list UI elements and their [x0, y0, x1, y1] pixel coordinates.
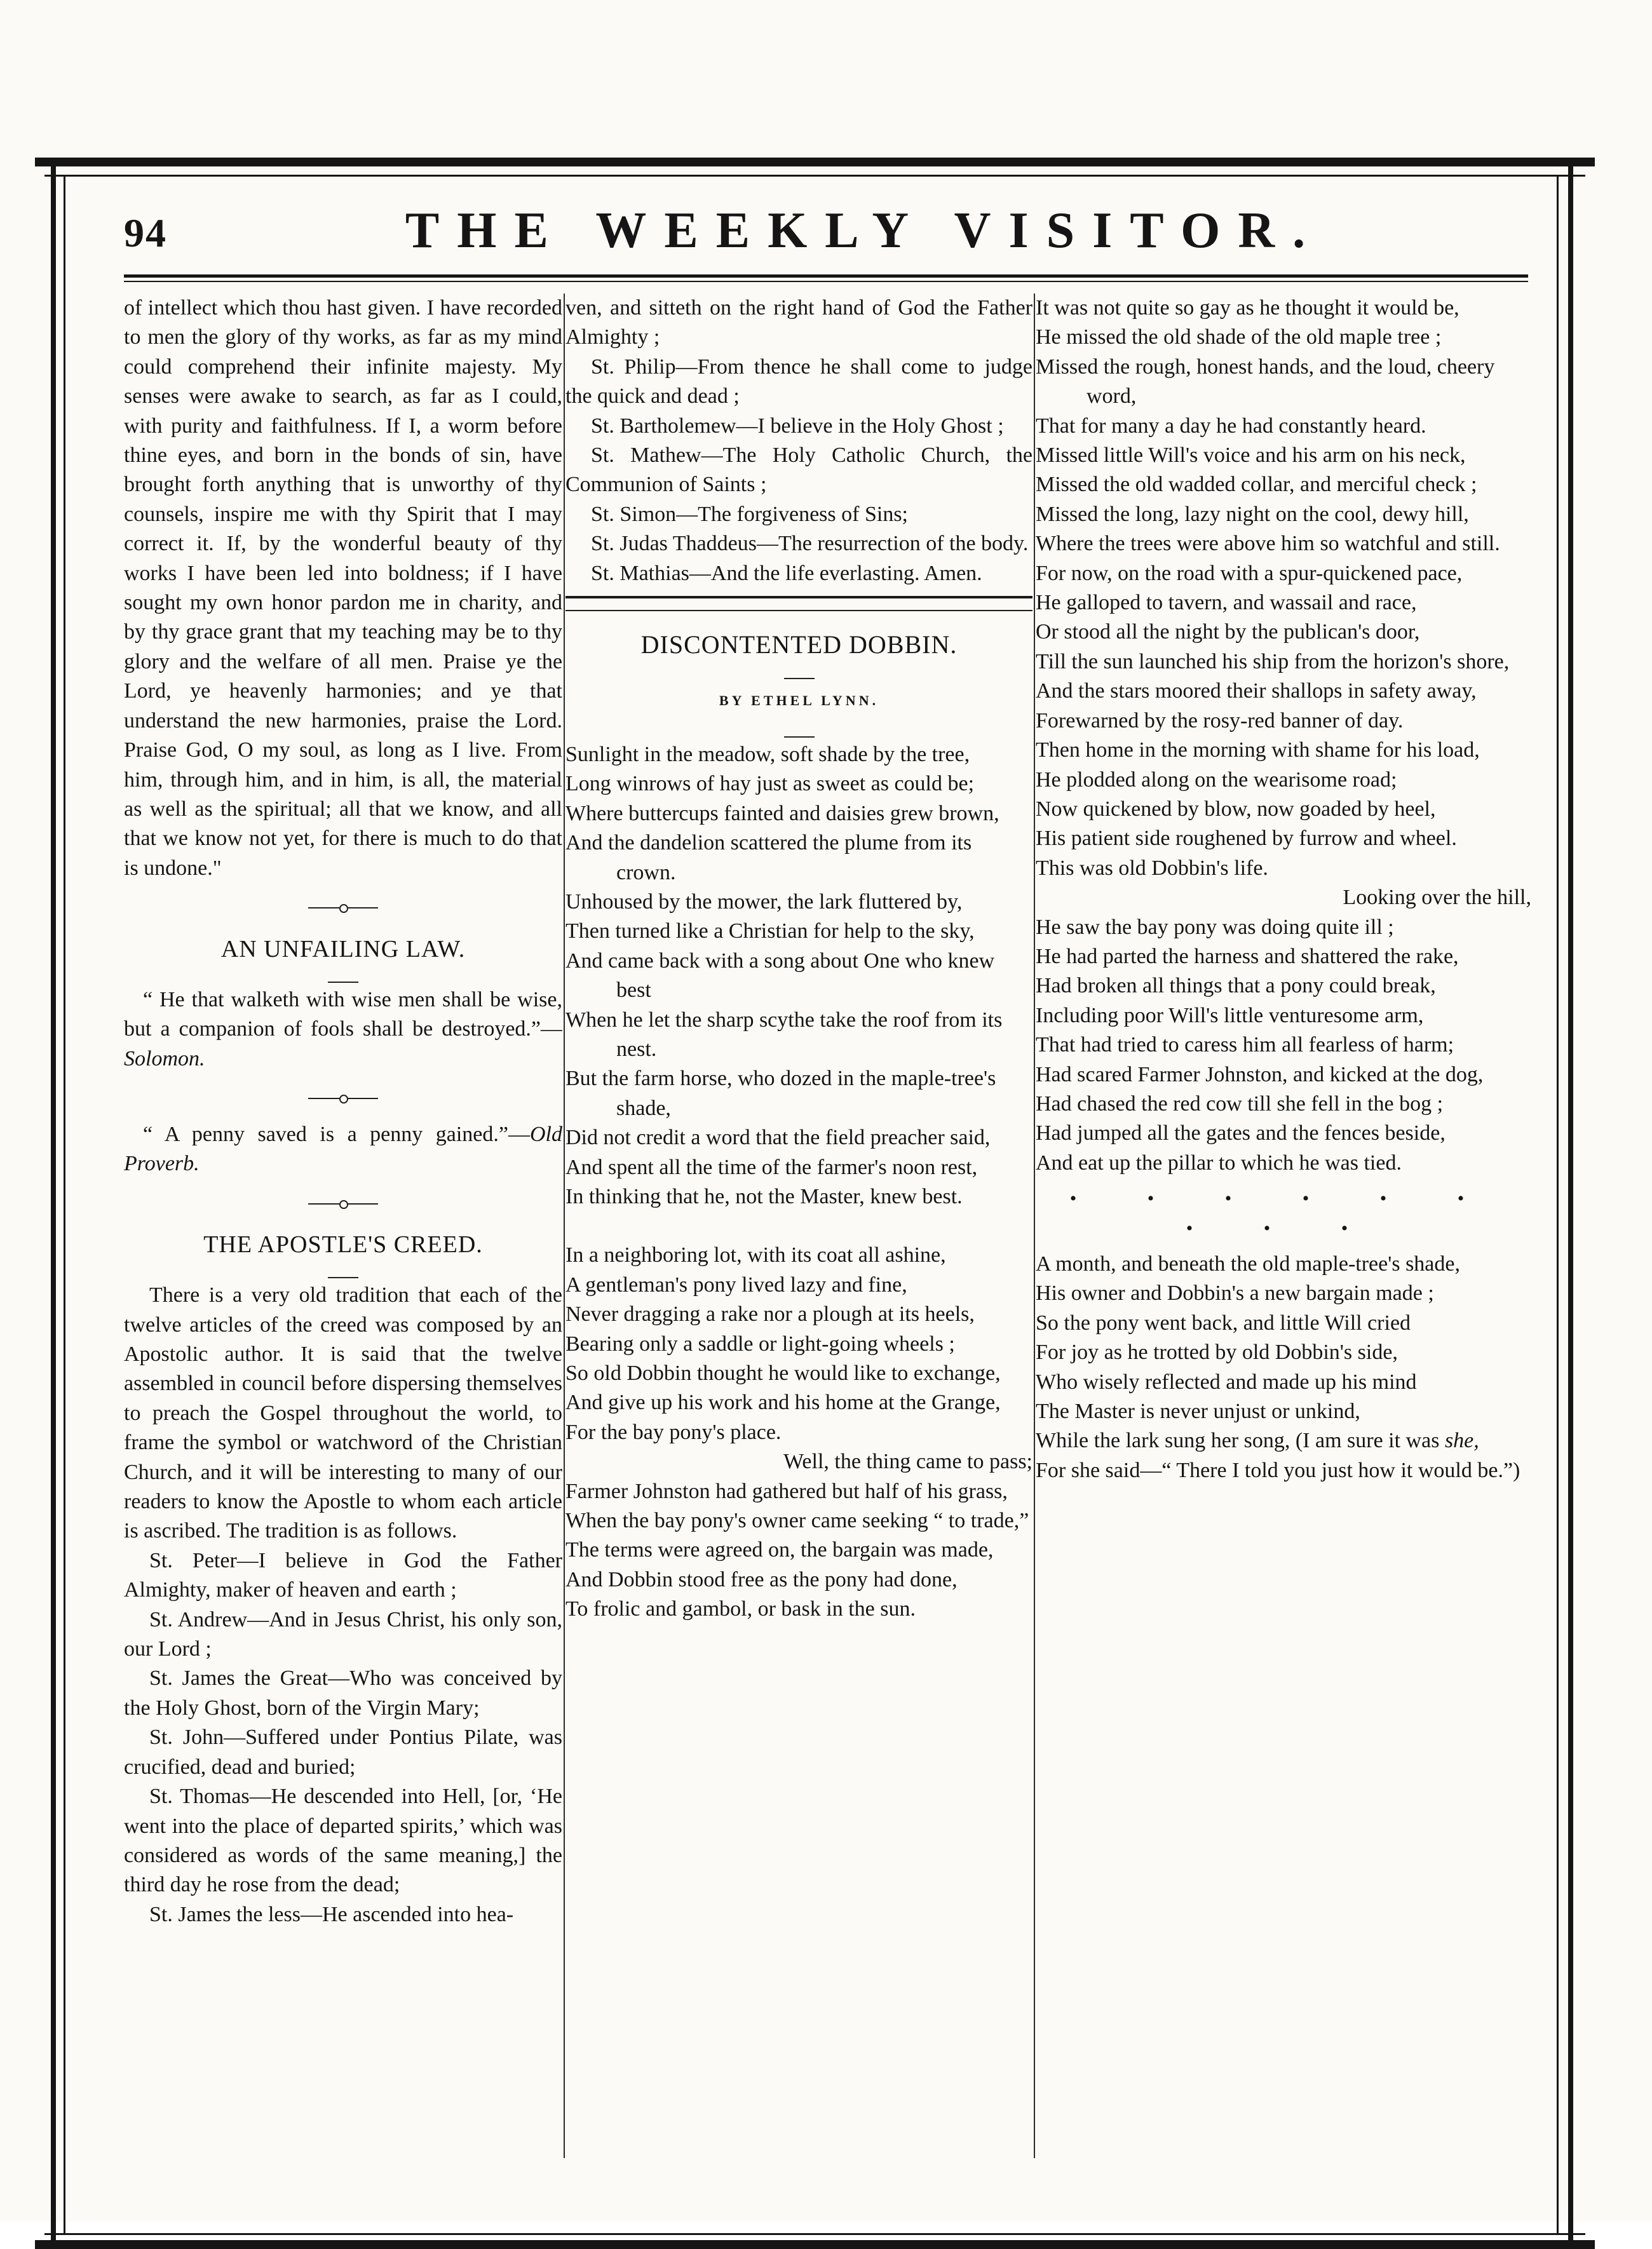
poem-line: Where the trees were above him so watchful and still.	[1036, 532, 1500, 556]
short-dash-3	[565, 662, 1032, 681]
poem-line: Sunlight in the meadow, soft shade by the tree,	[565, 742, 970, 766]
poem-line: In thinking that he, not the Master, knew best.	[565, 1184, 963, 1208]
poem-title: DISCONTENTED DOBBIN.	[640, 630, 958, 659]
creed-continued: ven, and sitteth on the right hand of God the Father Almighty ;	[565, 296, 1032, 349]
creed-article: St. Thomas—He descended into Hell, [or, ‘He went into the place of departed spirits,’ which was considered as words of the same meaning,] the third day he rose from the dead;	[124, 1785, 562, 1897]
poem-line: Had chased the red cow till she fell in the bog ;	[1036, 1091, 1444, 1116]
page-number: 94	[124, 210, 167, 255]
poem-line: Unhoused by the mower, the lark fluttered by,	[565, 889, 963, 914]
poem-line: And the stars moored their shallops in safety away,	[1036, 679, 1477, 703]
short-dash-2	[124, 1262, 562, 1281]
creed-article: St. Judas Thaddeus—The resurrection of the body.	[591, 532, 1029, 556]
poem-line: And the dandelion scattered the plume from its crown.	[565, 831, 972, 884]
creed-article: St. Simon—The forgiveness of Sins;	[591, 502, 908, 526]
frame-top-thin-rule	[44, 175, 1585, 177]
creed-article: St. Peter—I believe in God the Father Almighty, maker of heaven and earth ;	[124, 1548, 562, 1602]
poem-line: The Master is never unjust or unkind,	[1036, 1400, 1360, 1424]
poem-line: Then turned like a Christian for help to the sky,	[565, 919, 975, 943]
poem-line: Missed the rough, honest hands, and the loud, cheery word,	[1036, 355, 1495, 409]
short-dash-4	[565, 721, 1032, 740]
creed-article: St. Andrew—And in Jesus Christ, his only son, our Lord ;	[124, 1607, 562, 1661]
column-1	[124, 294, 562, 2168]
poem-line: When he let the sharp scythe take the roof from its nest.	[565, 1008, 1003, 1061]
italic-she: she,	[1444, 1429, 1479, 1453]
poem-line: For she said—“ There I told you just how it would be.”)	[1036, 1458, 1520, 1482]
creed-article: St. James the Great—Who was conceived by the Holy Ghost, born of the Virgin Mary;	[124, 1666, 562, 1720]
column-divider-2	[1034, 294, 1035, 2158]
creed-article: St. Mathew—The Holy Catholic Church, the Communion of Saints ;	[565, 443, 1032, 497]
poem-line: And eat up the pillar to which he was tied.	[1036, 1151, 1402, 1175]
law-title: AN UNFAILING LAW.	[220, 935, 466, 962]
poem-line: His patient side roughened by furrow and wheel.	[1036, 827, 1457, 851]
frame-top-thick-rule	[35, 158, 1595, 166]
poem-line: Bearing only a saddle or light-going wheels ;	[565, 1332, 955, 1356]
column-divider-1	[564, 294, 565, 2158]
poem-line: Who wisely reflected and made up his mind	[1036, 1370, 1417, 1394]
section-double-rule	[565, 596, 1032, 611]
frame-left-inner-rule	[64, 175, 65, 2233]
column-3	[1036, 294, 1531, 2168]
poem-line: Including poor Will's little venturesome arm,	[1036, 1003, 1424, 1027]
creed-article: St. Mathias—And the life everlasting. Amen.	[591, 561, 982, 585]
section-stars: • • • • • • • • •	[1069, 1188, 1498, 1239]
poem-line: A month, and beneath the old maple-tree's shade,	[1036, 1252, 1460, 1276]
proverb-attribution: Old Proverb.	[124, 1122, 562, 1175]
creed-article: St. James the less—He ascended into hea-	[149, 1902, 514, 1926]
poem-line: So old Dobbin thought he would like to exchange,	[565, 1361, 1001, 1385]
poem-line: He had parted the harness and shattered the rake,	[1036, 944, 1459, 968]
creed-article: St. Philip—From thence he shall come to judge the quick and dead ;	[565, 355, 1032, 409]
poem-line: Forewarned by the rosy-red banner of day.	[1036, 708, 1404, 733]
poem-line: Long winrows of hay just as sweet as could be;	[565, 772, 975, 796]
header-rule-thin	[124, 281, 1528, 282]
masthead-title: THE WEEKLY VISITOR.	[405, 203, 1324, 259]
poem-line: He galloped to tavern, and wassail and race,	[1036, 591, 1417, 615]
poem-line: When the bay pony's owner came seeking “ to trade,”	[565, 1509, 1029, 1533]
poem-line: Well, the thing came to pass;	[783, 1450, 1032, 1474]
poem-line: For the bay pony's place.	[565, 1420, 782, 1444]
poem-line: Till the sun launched his ship from the horizon's shore,	[1036, 649, 1510, 673]
poem-line: Now quickened by blow, now goaded by heel,	[1036, 797, 1436, 821]
poem-line: And Dobbin stood free as the pony had done,	[565, 1567, 958, 1591]
poem-line: Where buttercups fainted and daisies grew brown,	[565, 801, 999, 825]
poem-line: The terms were agreed on, the bargain was made,	[565, 1538, 994, 1562]
creed-title: THE APOSTLE'S CREED.	[203, 1231, 483, 1258]
poem-line: It was not quite so gay as he thought it would be,	[1036, 296, 1459, 320]
creed-intro: There is a very old tradition that each of the twelve articles of the creed was composed by an Apostolic author. It is said that the twelve assembled in council before dispersing themselves to preach the Gospel throughout the world, to frame the symbol or watchword of the Christian Church, and it will be interesting to many of our readers to know the Apostle to whom each article is ascribed. The tradition is as follows.	[124, 1283, 562, 1543]
poem-line: Missed the long, lazy night on the cool, dewy hill,	[1036, 502, 1469, 526]
poem-line: Had jumped all the gates and the fences beside,	[1036, 1121, 1446, 1145]
poem-line: He missed the old shade of the old maple tree ;	[1036, 325, 1442, 349]
solomon-attribution: Solomon.	[124, 1046, 205, 1070]
header-rule	[124, 274, 1528, 278]
poem-line: So the pony went back, and little Will cried	[1036, 1311, 1411, 1335]
proverb-quote: “ A penny saved is a penny gained.”—Old Proverb.	[124, 1122, 562, 1175]
poem-line: Missed little Will's voice and his arm on his neck,	[1036, 443, 1466, 468]
poem-line: Had scared Farmer Johnston, and kicked at the dog,	[1036, 1062, 1484, 1086]
frame-left-outer-rule	[51, 166, 56, 2241]
poem-line: He plodded along on the wearisome road;	[1036, 767, 1397, 792]
poem-line: For joy as he trotted by old Dobbin's side,	[1036, 1341, 1398, 1365]
poem-line: Looking over the hill,	[1343, 886, 1531, 910]
poem-line: Farmer Johnston had gathered but half of his grass,	[565, 1479, 1008, 1503]
poem-line: In a neighboring lot, with its coat all ashine,	[565, 1243, 946, 1267]
poem-line: That for many a day he had constantly heard.	[1036, 414, 1426, 438]
frame-bottom-thin-rule	[44, 2233, 1585, 2235]
poem-line: Missed the old wadded collar, and merciful check ;	[1036, 473, 1477, 497]
poem-line: Never dragging a rake nor a plough at its heels,	[565, 1302, 975, 1327]
poem-line: Had broken all things that a pony could break,	[1036, 974, 1436, 998]
frame-right-inner-rule	[1557, 175, 1559, 2233]
column-2	[565, 294, 1032, 2168]
poem-line: Then home in the morning with shame for his load,	[1036, 738, 1480, 762]
poem-line: And came back with a song about One who knew best	[565, 949, 995, 1003]
poem-line: To frolic and gambol, or bask in the sun.	[565, 1597, 916, 1621]
ornament-divider-2	[124, 1083, 562, 1112]
poem-line: That had tried to caress him all fearless of harm;	[1036, 1033, 1454, 1057]
poem-line: While the lark sung her song, (I am sure it was she,	[1036, 1429, 1479, 1453]
creed-article: St. Bartholemew—I believe in the Holy Ghost ;	[591, 414, 1004, 438]
solomon-quote: “ He that walketh with wise men shall be wise, but a companion of fools shall be destroyed.”—Solomon.	[124, 987, 562, 1070]
poem-line: A gentleman's pony lived lazy and fine,	[565, 1273, 907, 1297]
poem-line: And spent all the time of the farmer's noon rest,	[565, 1155, 978, 1179]
short-dash	[124, 966, 562, 985]
ornament-divider	[124, 892, 562, 921]
poem-line: For now, on the road with a spur-quickened pace,	[1036, 561, 1463, 585]
poem-line: He saw the bay pony was doing quite ill ;	[1036, 915, 1394, 939]
intro-paragraph: of intellect which thou hast given. I have recorded to men the glory of thy works, as far as my mind could comprehend their infinite majesty. My senses were awake to search, as far as I could, with purity and faithfulness. If I, a worm before thine eyes, and born in the bonds of sin, have brought forth anything that is unworthy of thy counsels, inspire me with thy Spirit that I may correct it. If, by the wonderful beauty of thy works I have been led into boldness; if I have sought my own honor pardon me in charity, and by thy grace grant that my teaching may be to thy glory and the welfare of all men. Praise ye the Lord, ye heavenly harmonies; and ye that understand the new harmonies, praise the Lord. Praise God, O my soul, as long as I live. From him, through him, and in him, is all, the material as well as the spiritual; all that we know, and all that we know not yet, for there is much to do that is undone."	[124, 296, 562, 880]
poem-line: And give up his work and his home at the Grange,	[565, 1391, 1001, 1415]
poem-line: His owner and Dobbin's a new bargain made ;	[1036, 1281, 1434, 1306]
poem-line: Did not credit a word that the field preacher said,	[565, 1126, 991, 1150]
poem-line: This was old Dobbin's life.	[1036, 856, 1268, 880]
poem-line: But the farm horse, who dozed in the maple-tree's shade,	[565, 1067, 996, 1120]
ornament-divider-3	[124, 1187, 562, 1217]
frame-bottom-thick-rule	[35, 2240, 1595, 2249]
creed-article: St. John—Suffered under Pontius Pilate, was crucified, dead and buried;	[124, 1726, 562, 1779]
poem-byline: BY ETHEL LYNN.	[719, 692, 879, 709]
frame-right-outer-rule	[1568, 166, 1573, 2241]
poem-line: Or stood all the night by the publican's door,	[1036, 620, 1420, 644]
